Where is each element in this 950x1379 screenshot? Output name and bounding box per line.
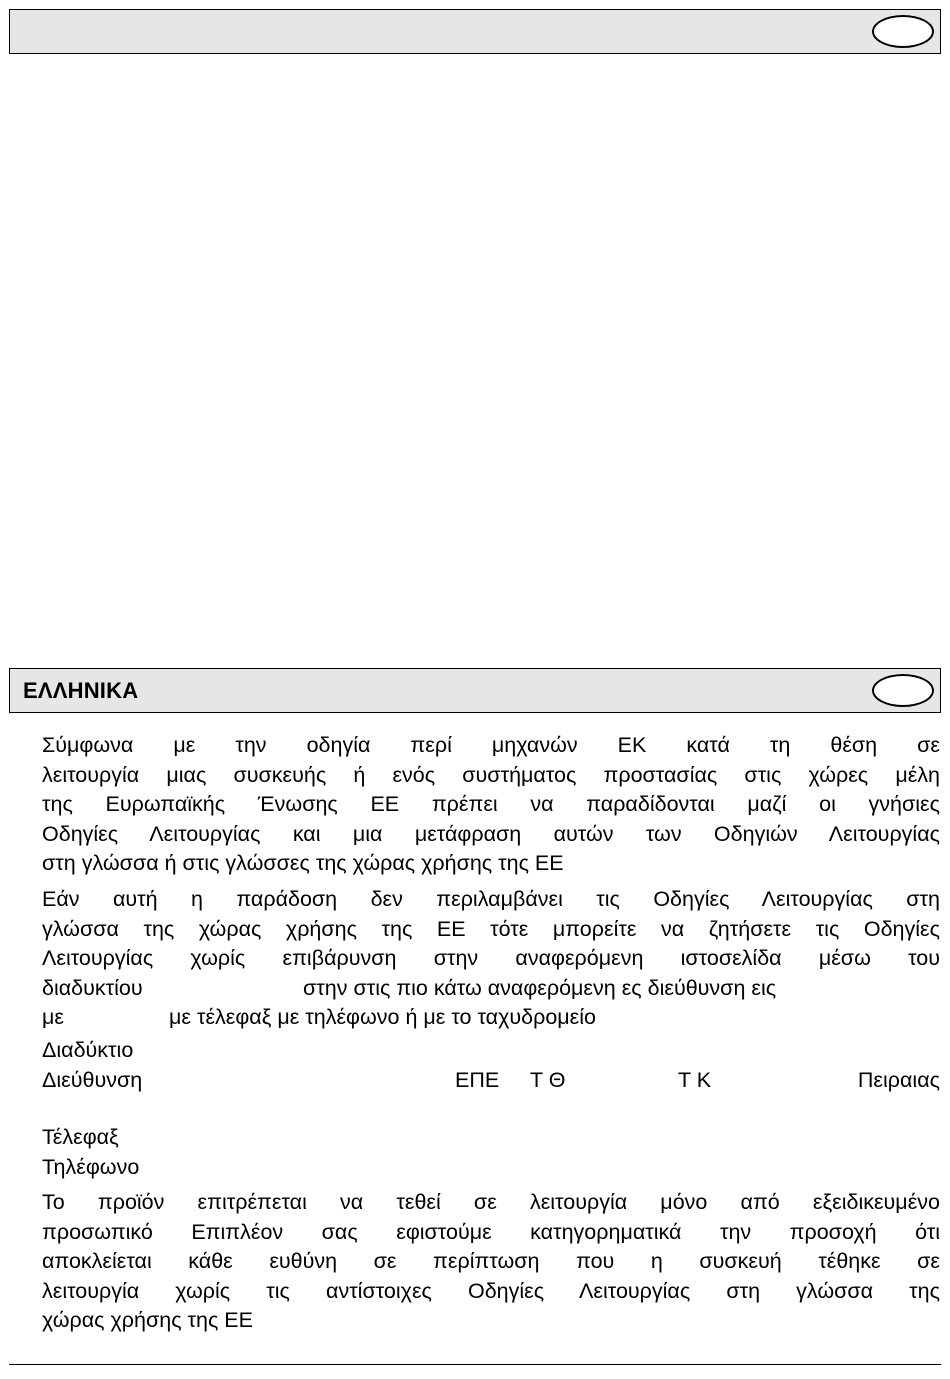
line-segment: στην στις πιο κάτω αναφερόμενη ες διεύθυνση εις — [303, 975, 777, 1000]
greek-section-header — [9, 668, 941, 713]
paragraph-line — [42, 1003, 940, 1033]
paragraph-line: λειτουργία μιας συσκευής ή ενός συστήματος προστασίας στις χώρες μέλη — [42, 762, 940, 787]
paragraph-line: στη γλώσσα ή στις γλώσσες της χώρας χρήσης της ΕΕ — [42, 851, 564, 875]
paragraph-line: Το προϊόν επιτρέπεται να τεθεί σε λειτουργία μόνο από εξειδικευμένο — [42, 1190, 940, 1214]
line-segment: με τέλεφαξ με τηλέφωνο ή με το ταχυδρομείο — [169, 1005, 596, 1029]
country-code-oval — [872, 15, 934, 48]
paragraph-line: Λειτουργίας χωρίς επιβάρυνση στην αναφερόμενη ιστοσελίδα μέσω του — [42, 946, 940, 970]
address-po-box: Τ Θ — [530, 1067, 566, 1092]
paragraph-line: Εάν αυτή η παράδοση δεν περιλαμβάνει τις Οδηγίες Λειτουργίας στη — [42, 887, 940, 911]
paragraph-line: λειτουργία χωρίς τις αντίστοιχες Οδηγίες Λειτουργίας στη γλώσσα της — [42, 1278, 940, 1303]
address-row — [42, 1066, 940, 1096]
paragraph-line: χώρας χρήσης της ΕΕ — [42, 1308, 253, 1332]
paragraph-line: γλώσσα της χώρας χρήσης της ΕΕ τότε μπορείτε να ζητήσετε τις Οδηγίες — [42, 916, 940, 941]
country-code-oval — [872, 674, 934, 707]
paragraph-line: προσωπικό Επιπλέον σας εφιστούμε κατηγορηματικά την προσοχή ότι — [42, 1219, 940, 1244]
contact-block — [42, 1036, 940, 1095]
paragraph-line: Οδηγίες Λειτουργίας και μια μετάφραση αυτών των Οδηγιών Λειτουργίας — [42, 821, 940, 846]
paragraph-line: Σύμφωνα με την οδηγία περί μηχανών ΕΚ κατά τη θέση σε — [42, 733, 940, 757]
paragraph-line — [42, 974, 940, 1004]
line-segment: διαδυκτίου — [42, 975, 143, 1000]
fax-label: Τέλεφαξ — [42, 1125, 119, 1149]
fax-phone-block — [42, 1123, 940, 1182]
greek-section-title: ΕΛΛΗΝΙΚΑ — [23, 678, 139, 703]
top-section-header — [9, 9, 941, 54]
phone-label: Τηλέφωνο — [42, 1154, 140, 1179]
line-segment: με — [42, 1005, 64, 1029]
phone-row — [42, 1153, 940, 1183]
internet-row — [42, 1036, 940, 1066]
address-label: Διεύθυνση — [42, 1067, 143, 1092]
internet-label: Διαδύκτιο — [42, 1038, 134, 1062]
paragraph-line: αποκλείεται κάθε ευθύνη σε περίπτωση που η συσκευή τέθηκε σε — [42, 1249, 940, 1273]
address-city: Πειραιας — [857, 1067, 940, 1092]
address-postcode: Τ Κ — [678, 1067, 712, 1092]
paragraph-3 — [42, 1188, 940, 1336]
footer-divider — [9, 1364, 941, 1365]
paragraph-line: της Ευρωπαϊκής Ένωσης ΕΕ πρέπει να παραδίδονται μαζί οι γνήσιες — [42, 792, 940, 816]
address-company: ΕΠΕ — [455, 1067, 500, 1092]
paragraph-1 — [42, 731, 940, 879]
fax-row — [42, 1123, 940, 1153]
paragraph-2 — [42, 885, 940, 1033]
